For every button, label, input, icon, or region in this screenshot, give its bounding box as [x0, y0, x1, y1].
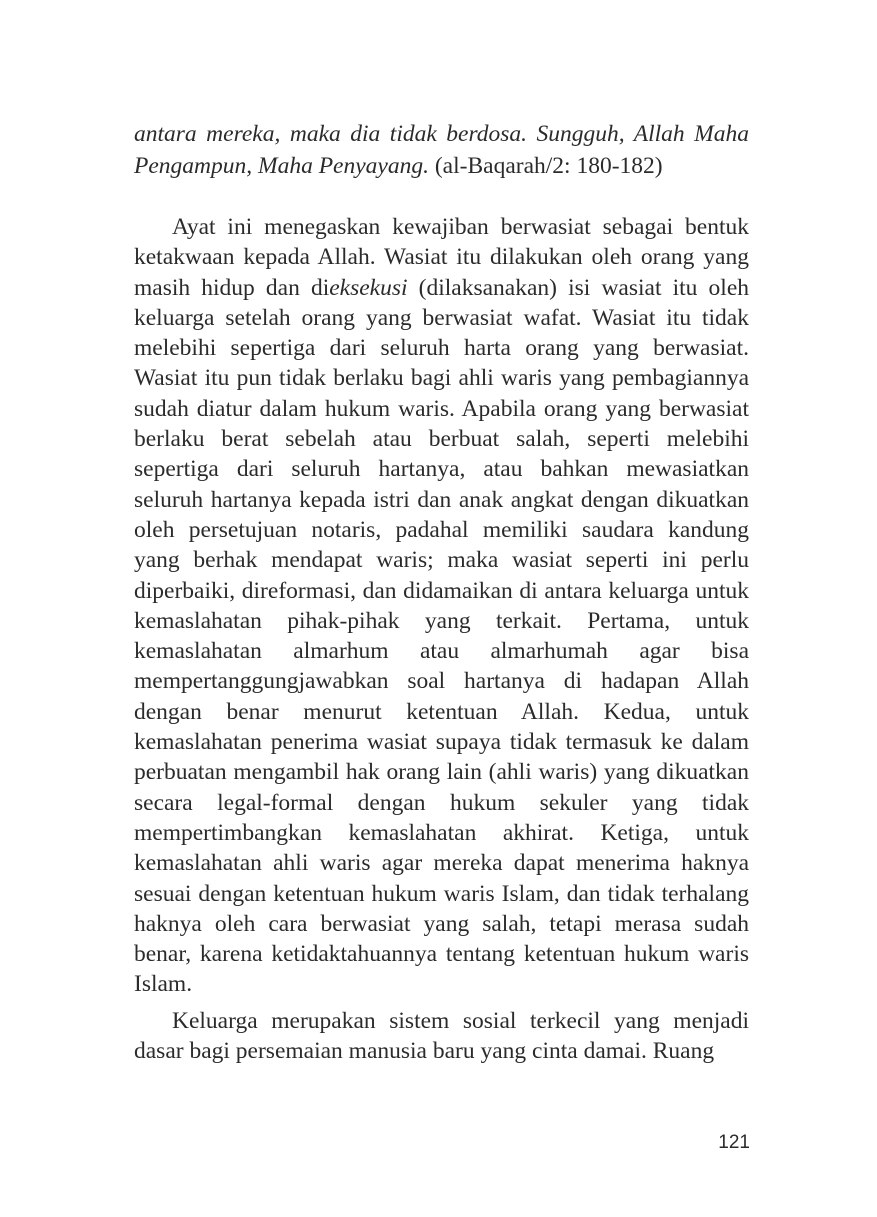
paragraph-1 [134, 212, 749, 1000]
quote-line-1: antara mereka, maka dia tidak berdosa. Sungguh, Allah Maha [134, 121, 749, 147]
quote-citation: (al-Baqarah/2: 180-182) [428, 152, 663, 179]
page-body [134, 119, 749, 1066]
paragraph-1-part-1: Ayat ini menegaskan kewajiban berwasiat sebagai bentuk ketakwaan kepada Allah. Wasiat itu dilakukan oleh orang yang masih hidup dan di [134, 214, 749, 301]
quote-line-2 [134, 151, 749, 183]
quote-line-2-italic: Pengampun, Maha Penyayang. [134, 152, 429, 179]
paragraph-1-italic-term: eksekusi [329, 274, 408, 301]
paragraph-1-part-2: (dilaksanakan) isi wasiat itu oleh keluarga setelah orang yang berwasiat wafat. Wasiat itu tidak melebihi sepertiga dari seluruh harta orang yang berwasiat. Wasiat itu pun tidak berlaku bagi ahli waris yang pembagiannya sudah diatur dalam hukum waris. Apabila orang yang berwasiat berlaku berat sebelah atau berbuat salah, seperti melebihi sepertiga dari seluruh hartanya, atau bahkan mewasiatkan seluruh hartanya kepada istri dan anak angkat dengan dikuatkan oleh persetujuan notaris, padahal memiliki saudara kandung yang berhak mendapat waris; maka wasiat seperti ini perlu diperbaiki, direformasi, dan didamaikan di antara keluarga untuk kemaslahatan pihak-pihak yang terkait. Pertama, untuk kemaslahatan almarhum atau almarhumah agar bisa mempertanggungjawabkan soal hartanya di hadapan Allah dengan benar menurut ketentuan Allah. Kedua, untuk kemaslahatan penerima wasiat supaya tidak termasuk ke dalam perbuatan mengambil hak orang lain (ahli waris) yang dikuatkan secara legal-formal dengan hukum sekuler yang tidak mempertimbangkan kemaslahatan akhirat. Ketiga, untuk kemaslahatan ahli waris agar mereka dapat menerima haknya sesuai dengan ketentuan hukum waris Islam, dan tidak terhalang haknya oleh cara berwasiat yang salah, tetapi merasa sudah benar, karena ketidaktahuannya tentang ketentuan hukum waris Islam. [134, 274, 749, 998]
paragraph-2: Keluarga merupakan sistem sosial terkecil yang menjadi dasar bagi persemaian manusia baru yang cinta damai. Ruang [134, 1007, 749, 1065]
page-number: 121 [718, 1132, 750, 1153]
quran-translation-quote [134, 119, 749, 182]
